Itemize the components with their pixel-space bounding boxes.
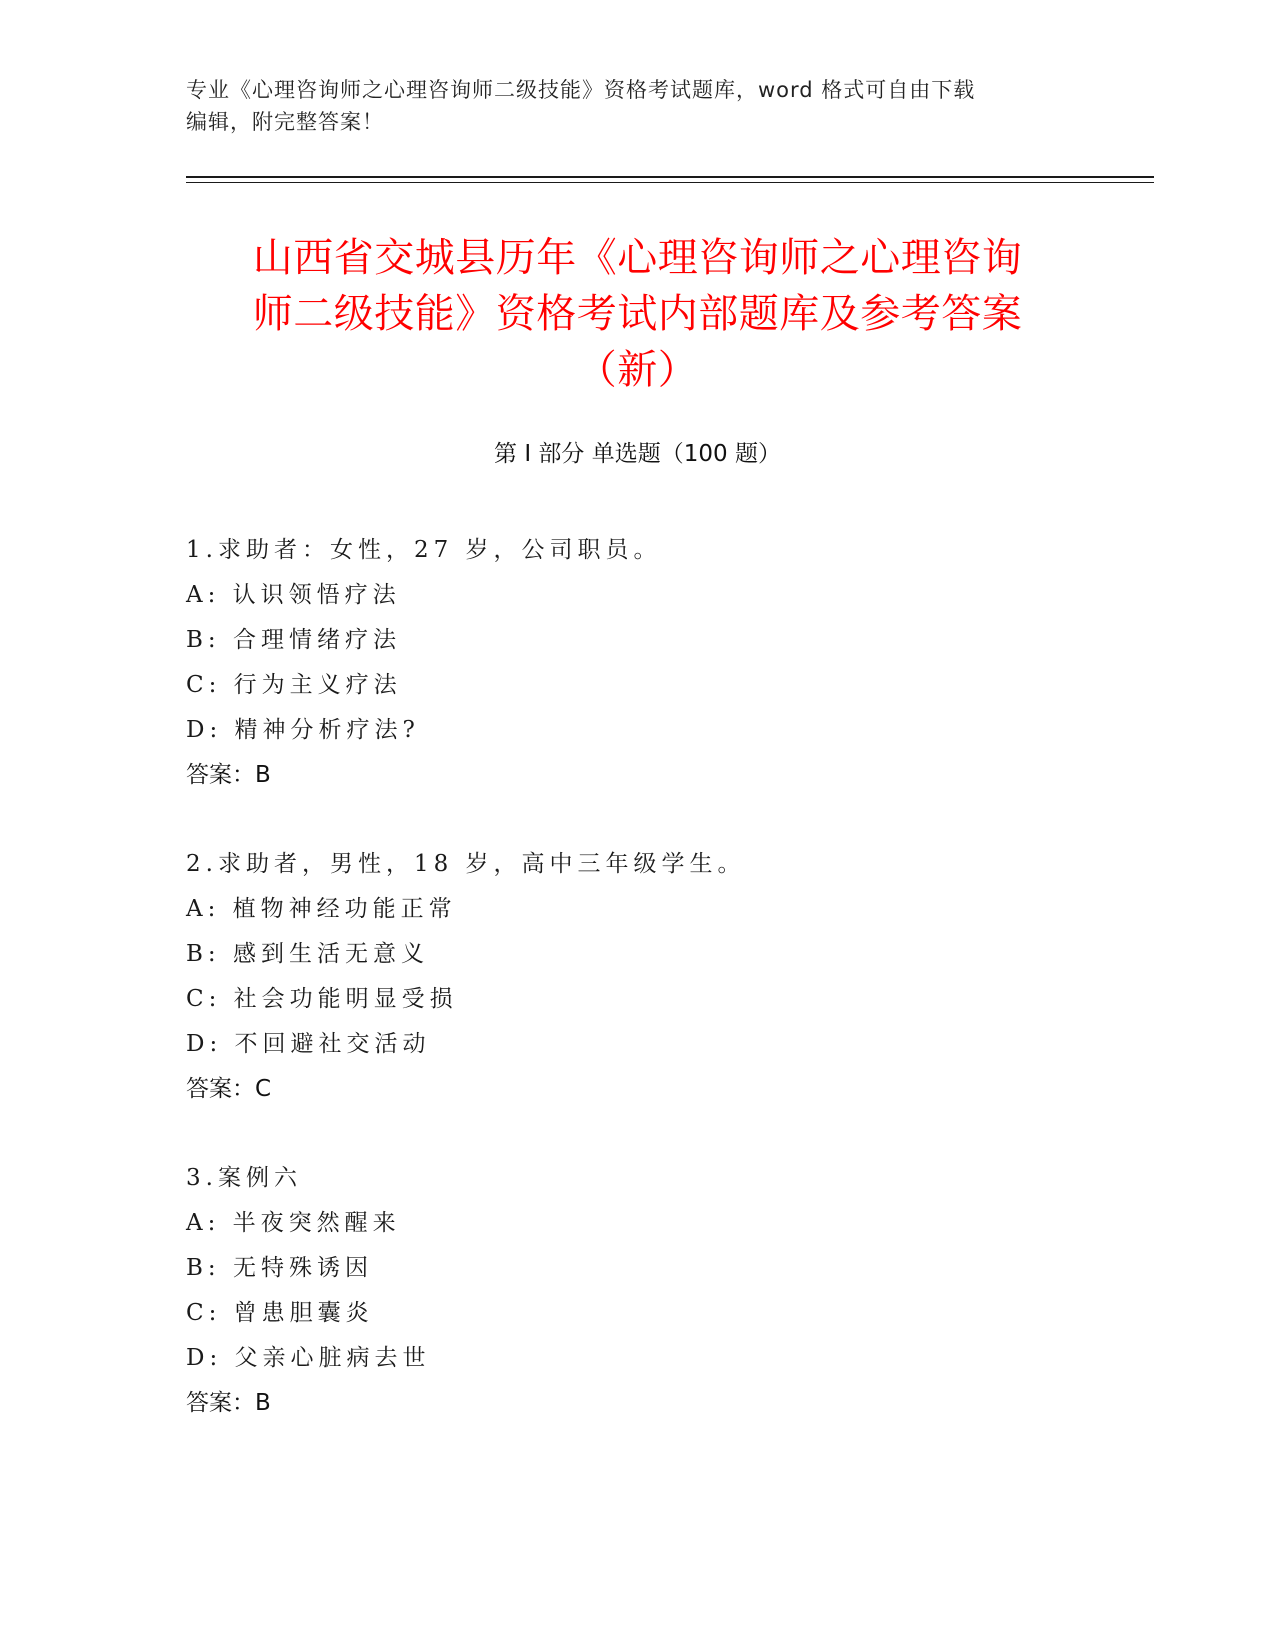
title-line-2: 师二级技能》资格考试内部题库及参考答案: [252, 291, 1023, 337]
title-line-1: 山西省交城县历年《心理咨询师之心理咨询: [252, 235, 1023, 281]
option-a: A: 认识领悟疗法: [186, 582, 401, 608]
question-2: [186, 842, 1086, 1112]
option-a: A: 植物神经功能正常: [186, 896, 457, 922]
question-stem: 2.求助者，男性，18 岁，高中三年级学生。: [186, 851, 746, 877]
question-3: [186, 1156, 1086, 1426]
section-heading: 第 I 部分 单选题（100 题）: [494, 441, 781, 467]
option-b: B: 合理情绪疗法: [186, 627, 401, 653]
document-title: [150, 230, 1125, 398]
option-c: C: 曾患胆囊炎: [186, 1300, 374, 1326]
answer: 答案：C: [186, 1076, 272, 1102]
page-header: [186, 74, 1066, 138]
option-a: A: 半夜突然醒来: [186, 1210, 401, 1236]
option-d: D: 父亲心脏病去世: [186, 1345, 431, 1371]
header-divider-thin: [186, 182, 1154, 183]
option-b: B: 无特殊诱因: [186, 1255, 373, 1281]
header-line-1: 专业《心理咨询师之心理咨询师二级技能》资格考试题库，word 格式可自由下载: [186, 78, 976, 102]
option-d: D: 不回避社交活动: [186, 1031, 431, 1057]
question-1: [186, 528, 1086, 798]
option-c: C: 行为主义疗法: [186, 672, 402, 698]
header-divider-thick: [186, 176, 1154, 178]
header-line-2: 编辑，附完整答案！: [186, 110, 384, 134]
option-c: C: 社会功能明显受损: [186, 986, 458, 1012]
answer: 答案：B: [186, 762, 271, 788]
question-stem: 3.案例六: [186, 1165, 302, 1191]
title-line-3: （新）: [576, 347, 699, 393]
option-b: B: 感到生活无意义: [186, 941, 429, 967]
option-d: D: 精神分析疗法?: [186, 717, 420, 743]
question-stem: 1.求助者：女性，27 岁，公司职员。: [186, 537, 662, 563]
answer: 答案：B: [186, 1390, 271, 1416]
question-list: [186, 528, 1086, 1470]
